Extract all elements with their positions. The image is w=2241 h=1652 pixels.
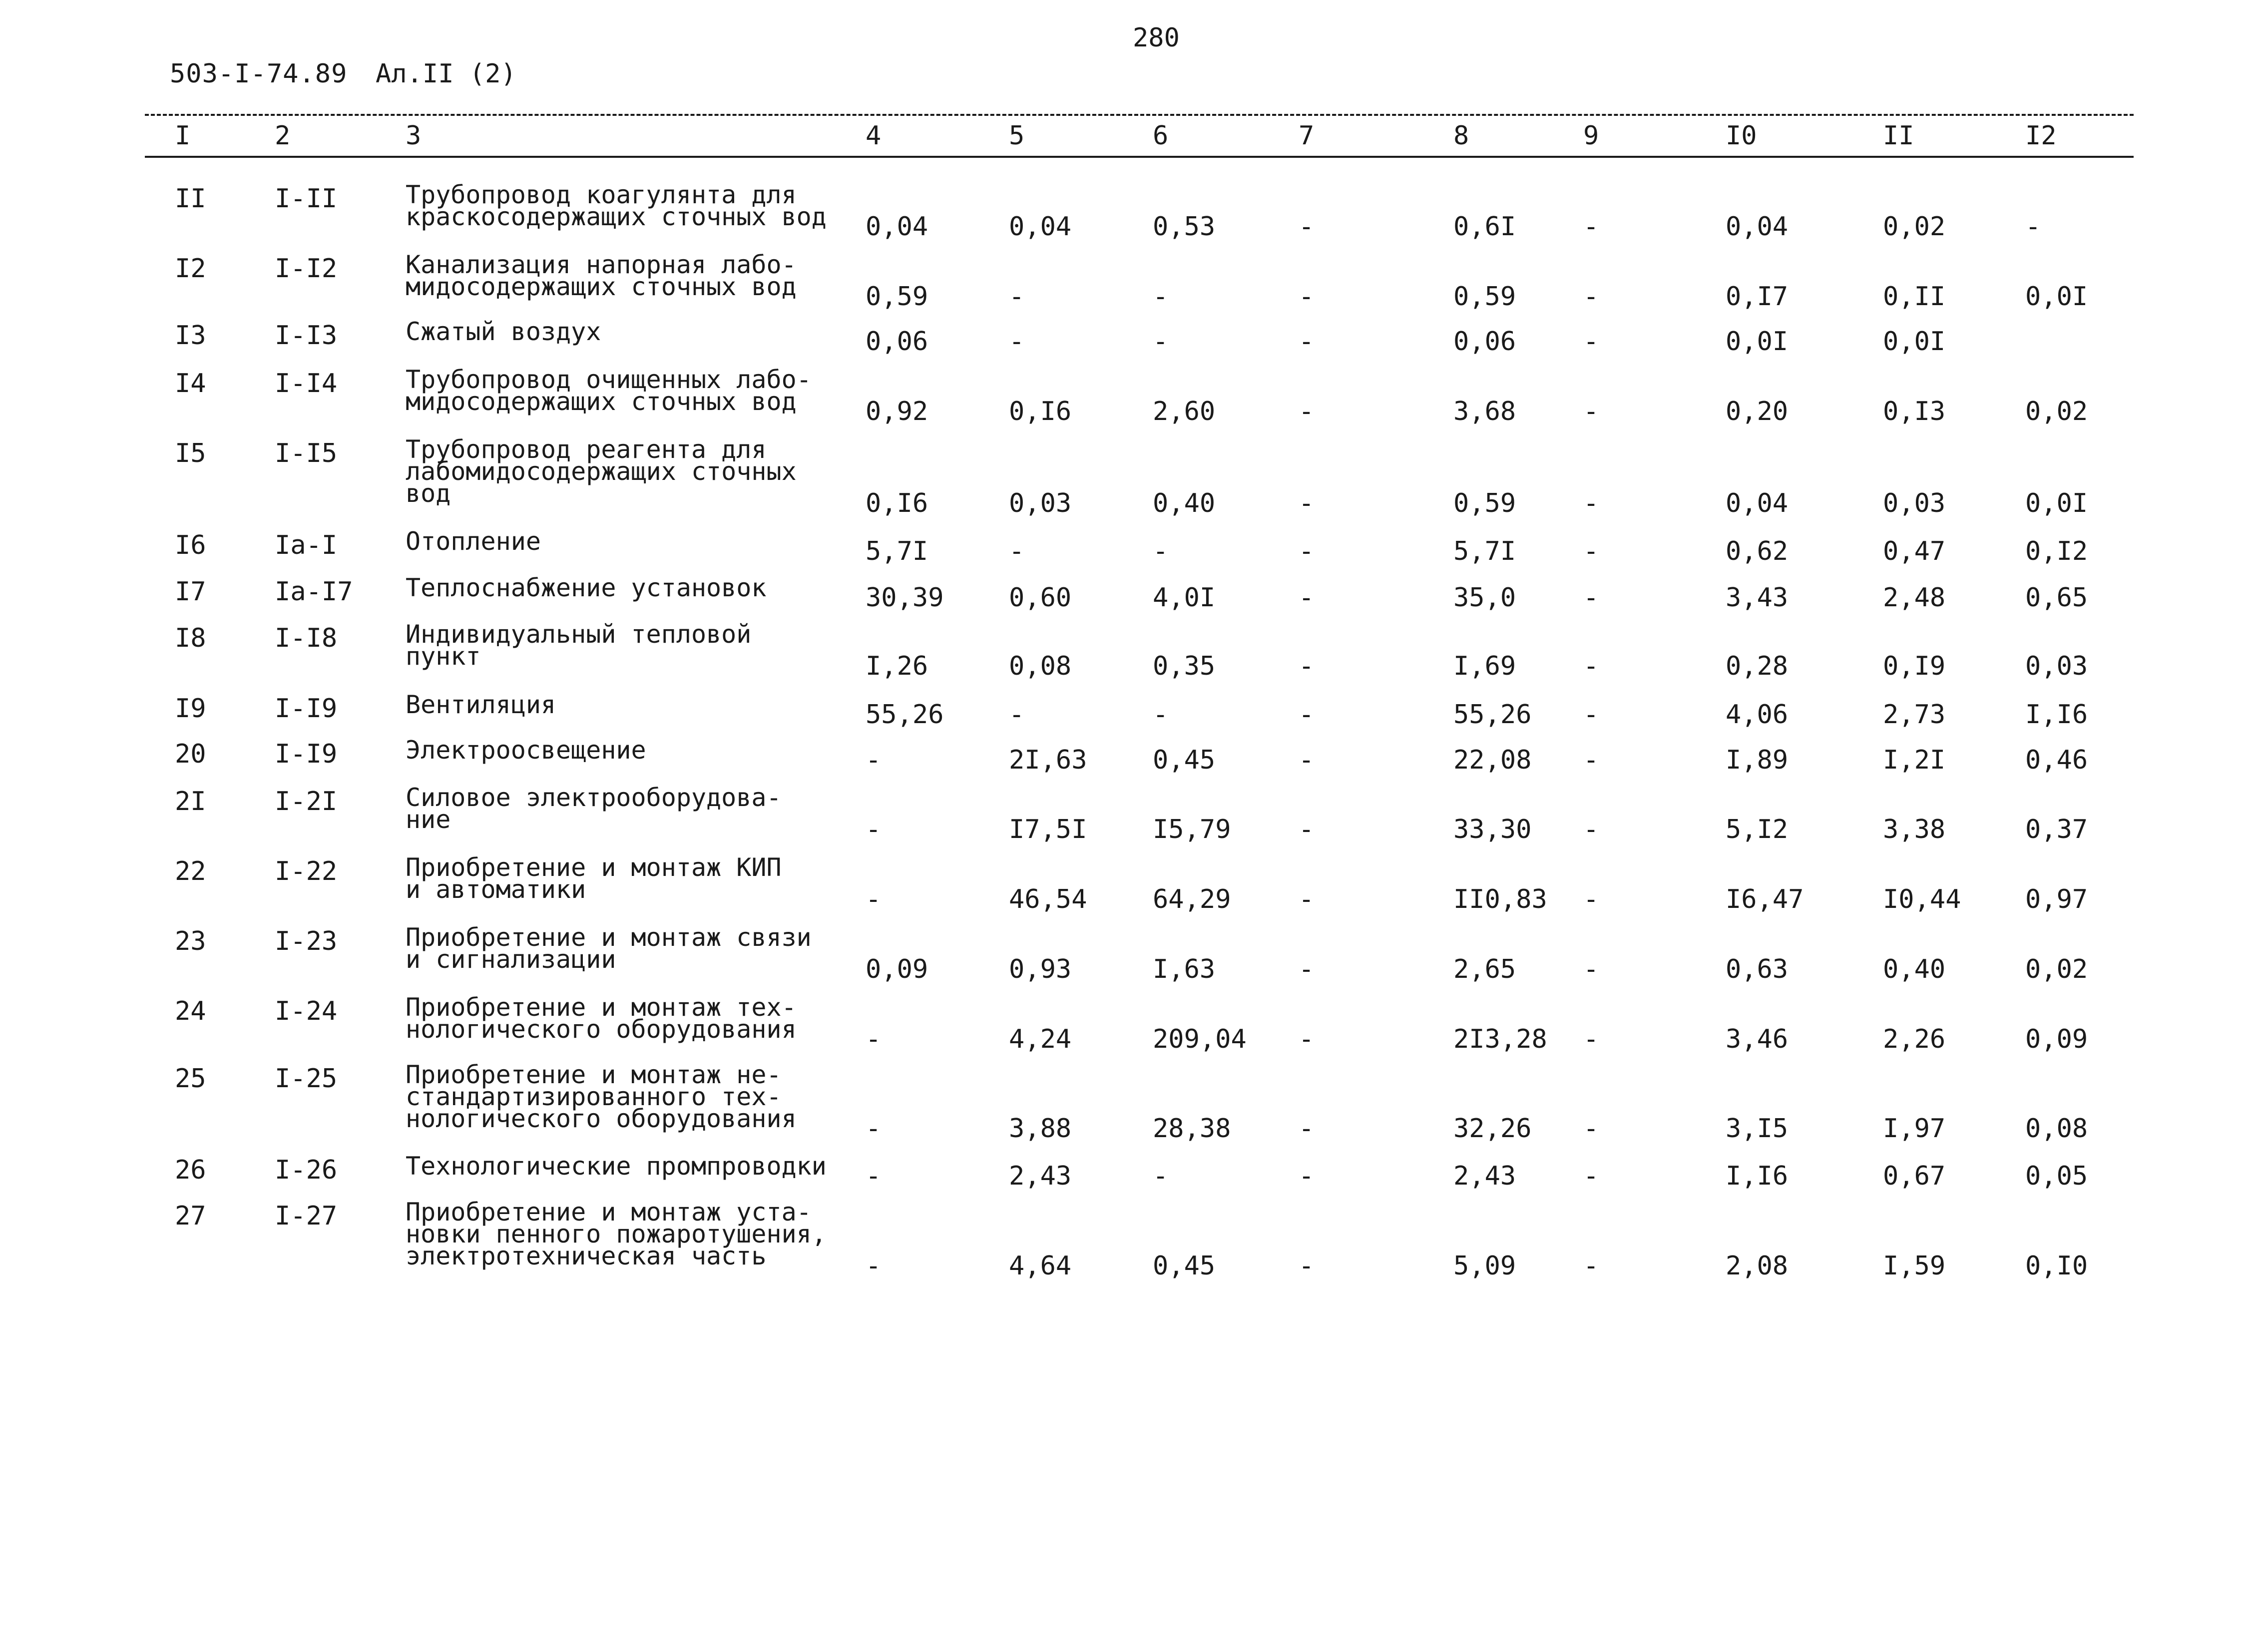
row-3-col-8: 0,06 bbox=[1453, 327, 1516, 357]
row-5-col-12: 0,0I bbox=[2025, 488, 2088, 518]
row-5-col-6: 0,40 bbox=[1153, 488, 1216, 518]
description-line: Сжатый воздух bbox=[406, 317, 601, 346]
row-7-col-9: - bbox=[1583, 583, 1599, 613]
row-15-col-8: 32,26 bbox=[1453, 1114, 1532, 1144]
row-15-col-4: - bbox=[866, 1114, 882, 1144]
row-12-col-9: - bbox=[1583, 884, 1599, 914]
row-7-col-1: I7 bbox=[175, 577, 206, 607]
row-4-col-9: - bbox=[1583, 397, 1599, 426]
row-15-col-1: 25 bbox=[175, 1064, 206, 1094]
row-1-col-1: II bbox=[175, 184, 206, 214]
row-6-col-9: - bbox=[1583, 536, 1599, 566]
row-10-col-11: I,2I bbox=[1883, 745, 1946, 775]
row-1-col-8: 0,6I bbox=[1453, 212, 1516, 242]
row-6-col-12: 0,I2 bbox=[2025, 536, 2088, 566]
row-10-col-12: 0,46 bbox=[2025, 745, 2088, 775]
row-14-col-7: - bbox=[1299, 1024, 1315, 1054]
row-8-col-7: - bbox=[1299, 651, 1315, 681]
row-1-col-9: - bbox=[1583, 212, 1599, 242]
column-header-12: I2 bbox=[2025, 121, 2057, 151]
row-8-description bbox=[406, 620, 752, 671]
row-16-col-6: - bbox=[1153, 1161, 1169, 1191]
row-14-col-8: 2I3,28 bbox=[1453, 1024, 1547, 1054]
row-9-col-7: - bbox=[1299, 700, 1315, 730]
row-13-col-5: 0,93 bbox=[1009, 954, 1072, 984]
row-6-col-1: I6 bbox=[175, 530, 206, 560]
row-11-col-8: 33,30 bbox=[1453, 815, 1532, 844]
row-15-col-6: 28,38 bbox=[1153, 1114, 1231, 1144]
row-12-col-8: II0,83 bbox=[1453, 884, 1547, 914]
row-9-col-5: - bbox=[1009, 700, 1025, 730]
row-14-description bbox=[406, 993, 797, 1044]
row-8-col-11: 0,I9 bbox=[1883, 651, 1946, 681]
row-12-col-2: I-22 bbox=[275, 856, 338, 886]
row-1-col-6: 0,53 bbox=[1153, 212, 1216, 242]
description-line: пункт bbox=[406, 642, 481, 671]
row-13-description bbox=[406, 923, 812, 974]
description-line: и автоматики bbox=[406, 875, 586, 904]
row-9-col-9: - bbox=[1583, 700, 1599, 730]
row-10-col-7: - bbox=[1299, 745, 1315, 775]
row-17-col-6: 0,45 bbox=[1153, 1251, 1216, 1281]
row-1-col-12: - bbox=[2025, 212, 2041, 242]
row-2-col-11: 0,II bbox=[1883, 282, 1946, 312]
row-6-col-8: 5,7I bbox=[1453, 536, 1516, 566]
description-line: и сигнализации bbox=[406, 945, 616, 974]
column-header-10: I0 bbox=[1726, 121, 1757, 151]
description-line: Трубопровод реагента для bbox=[406, 435, 767, 464]
description-line: стандартизированного тех- bbox=[406, 1082, 782, 1111]
description-line: Приобретение и монтаж КИП bbox=[406, 853, 782, 882]
row-13-col-7: - bbox=[1299, 954, 1315, 984]
row-12-col-5: 46,54 bbox=[1009, 884, 1087, 914]
row-11-col-6: I5,79 bbox=[1153, 815, 1231, 844]
row-14-col-12: 0,09 bbox=[2025, 1024, 2088, 1054]
row-4-col-6: 2,60 bbox=[1153, 397, 1216, 426]
row-5-col-10: 0,04 bbox=[1726, 488, 1789, 518]
row-4-col-7: - bbox=[1299, 397, 1315, 426]
row-9-description bbox=[406, 690, 556, 719]
description-line: мидосодержащих сточных вод bbox=[406, 272, 797, 301]
row-17-description bbox=[406, 1198, 827, 1270]
row-4-col-11: 0,I3 bbox=[1883, 397, 1946, 426]
description-line: нологического оборудования bbox=[406, 1104, 797, 1133]
row-11-description bbox=[406, 783, 782, 834]
row-13-col-8: 2,65 bbox=[1453, 954, 1516, 984]
row-5-col-5: 0,03 bbox=[1009, 488, 1072, 518]
row-6-col-11: 0,47 bbox=[1883, 536, 1946, 566]
row-17-col-2: I-27 bbox=[275, 1201, 338, 1231]
description-line: Приобретение и монтаж не- bbox=[406, 1060, 782, 1089]
row-9-col-12: I,I6 bbox=[2025, 700, 2088, 730]
row-6-description bbox=[406, 527, 541, 556]
description-line: Индивидуальный тепловой bbox=[406, 620, 752, 649]
description-line: Трубопровод коагулянта для bbox=[406, 180, 797, 209]
row-8-col-10: 0,28 bbox=[1726, 651, 1789, 681]
row-13-col-6: I,63 bbox=[1153, 954, 1216, 984]
column-header-4: 4 bbox=[866, 121, 882, 151]
row-2-description bbox=[406, 250, 797, 301]
row-10-col-2: I-I9 bbox=[275, 739, 338, 769]
table-header-rule bbox=[145, 156, 2134, 158]
row-5-col-7: - bbox=[1299, 488, 1315, 518]
row-3-col-10: 0,0I bbox=[1726, 327, 1789, 357]
row-2-col-9: - bbox=[1583, 282, 1599, 312]
table-top-rule bbox=[145, 114, 2134, 116]
row-7-col-12: 0,65 bbox=[2025, 583, 2088, 613]
row-6-col-5: - bbox=[1009, 536, 1025, 566]
row-10-col-9: - bbox=[1583, 745, 1599, 775]
row-4-col-8: 3,68 bbox=[1453, 397, 1516, 426]
row-11-col-5: I7,5I bbox=[1009, 815, 1087, 844]
row-4-col-2: I-I4 bbox=[275, 369, 338, 399]
row-11-col-1: 2I bbox=[175, 787, 206, 817]
row-8-col-4: I,26 bbox=[866, 651, 928, 681]
row-7-col-10: 3,43 bbox=[1726, 583, 1789, 613]
row-13-col-2: I-23 bbox=[275, 926, 338, 956]
row-4-col-12: 0,02 bbox=[2025, 397, 2088, 426]
row-15-col-11: I,97 bbox=[1883, 1114, 1946, 1144]
row-11-col-10: 5,I2 bbox=[1726, 815, 1789, 844]
row-12-col-12: 0,97 bbox=[2025, 884, 2088, 914]
row-14-col-4: - bbox=[866, 1024, 882, 1054]
row-13-col-12: 0,02 bbox=[2025, 954, 2088, 984]
row-4-description bbox=[406, 365, 812, 416]
row-2-col-6: - bbox=[1153, 282, 1169, 312]
row-8-col-9: - bbox=[1583, 651, 1599, 681]
row-8-col-8: I,69 bbox=[1453, 651, 1516, 681]
page-number: 280 bbox=[1133, 23, 1180, 53]
description-line: вод bbox=[406, 479, 451, 508]
row-7-col-6: 4,0I bbox=[1153, 583, 1216, 613]
row-16-col-7: - bbox=[1299, 1161, 1315, 1191]
row-9-col-4: 55,26 bbox=[866, 700, 944, 730]
row-11-col-11: 3,38 bbox=[1883, 815, 1946, 844]
row-7-col-11: 2,48 bbox=[1883, 583, 1946, 613]
row-10-col-1: 20 bbox=[175, 739, 206, 769]
row-11-col-12: 0,37 bbox=[2025, 815, 2088, 844]
row-9-col-6: - bbox=[1153, 700, 1169, 730]
row-7-col-2: Iа-I7 bbox=[275, 577, 353, 607]
column-header-6: 6 bbox=[1153, 121, 1169, 151]
row-3-col-11: 0,0I bbox=[1883, 327, 1946, 357]
row-12-col-4: - bbox=[866, 884, 882, 914]
row-17-col-5: 4,64 bbox=[1009, 1251, 1072, 1281]
row-1-col-7: - bbox=[1299, 212, 1315, 242]
column-header-9: 9 bbox=[1583, 121, 1599, 151]
row-15-col-2: I-25 bbox=[275, 1064, 338, 1094]
row-16-description bbox=[406, 1152, 827, 1181]
row-2-col-2: I-I2 bbox=[275, 254, 338, 284]
row-13-col-4: 0,09 bbox=[866, 954, 928, 984]
row-2-col-7: - bbox=[1299, 282, 1315, 312]
row-6-col-6: - bbox=[1153, 536, 1169, 566]
row-11-col-9: - bbox=[1583, 815, 1599, 844]
row-4-col-10: 0,20 bbox=[1726, 397, 1789, 426]
row-11-col-2: I-2I bbox=[275, 787, 338, 817]
description-line: Технологические промпроводки bbox=[406, 1152, 827, 1181]
row-5-description bbox=[406, 435, 797, 508]
row-7-description bbox=[406, 573, 767, 602]
row-15-col-12: 0,08 bbox=[2025, 1114, 2088, 1144]
row-7-col-5: 0,60 bbox=[1009, 583, 1072, 613]
description-line: Трубопровод очищенных лабо- bbox=[406, 365, 812, 394]
row-12-description bbox=[406, 853, 782, 904]
row-5-col-1: I5 bbox=[175, 438, 206, 468]
row-15-col-9: - bbox=[1583, 1114, 1599, 1144]
row-16-col-4: - bbox=[866, 1161, 882, 1191]
column-header-11: II bbox=[1883, 121, 1914, 151]
row-17-col-4: - bbox=[866, 1251, 882, 1281]
sheet-reference: Ал.II (2) bbox=[376, 59, 516, 89]
row-13-col-11: 0,40 bbox=[1883, 954, 1946, 984]
row-10-description bbox=[406, 736, 646, 765]
row-2-col-10: 0,I7 bbox=[1726, 282, 1789, 312]
row-17-col-1: 27 bbox=[175, 1201, 206, 1231]
row-3-col-4: 0,06 bbox=[866, 327, 928, 357]
row-8-col-1: I8 bbox=[175, 623, 206, 653]
row-16-col-2: I-26 bbox=[275, 1155, 338, 1185]
column-header-2: 2 bbox=[275, 121, 291, 151]
row-2-col-4: 0,59 bbox=[866, 282, 928, 312]
column-header-5: 5 bbox=[1009, 121, 1025, 151]
row-7-col-7: - bbox=[1299, 583, 1315, 613]
row-3-col-6: - bbox=[1153, 327, 1169, 357]
row-3-col-7: - bbox=[1299, 327, 1315, 357]
row-14-col-9: - bbox=[1583, 1024, 1599, 1054]
row-1-description bbox=[406, 180, 827, 231]
row-13-col-9: - bbox=[1583, 954, 1599, 984]
description-line: Канализация напорная лабо- bbox=[406, 250, 797, 279]
row-17-col-8: 5,09 bbox=[1453, 1251, 1516, 1281]
document-code: 503-I-74.89 bbox=[170, 59, 348, 89]
description-line: Электроосвещение bbox=[406, 736, 646, 765]
row-11-col-4: - bbox=[866, 815, 882, 844]
row-9-col-11: 2,73 bbox=[1883, 700, 1946, 730]
description-line: Теплоснабжение установок bbox=[406, 573, 767, 602]
row-4-col-4: 0,92 bbox=[866, 397, 928, 426]
column-header-8: 8 bbox=[1453, 121, 1469, 151]
row-1-col-2: I-II bbox=[275, 184, 338, 214]
description-line: краскосодержащих сточных вод bbox=[406, 202, 827, 231]
row-16-col-9: - bbox=[1583, 1161, 1599, 1191]
row-6-col-4: 5,7I bbox=[866, 536, 928, 566]
row-10-col-10: I,89 bbox=[1726, 745, 1789, 775]
row-14-col-1: 24 bbox=[175, 996, 206, 1026]
row-2-col-8: 0,59 bbox=[1453, 282, 1516, 312]
row-16-col-8: 2,43 bbox=[1453, 1161, 1516, 1191]
row-17-col-12: 0,I0 bbox=[2025, 1251, 2088, 1281]
row-15-col-7: - bbox=[1299, 1114, 1315, 1144]
row-15-col-5: 3,88 bbox=[1009, 1114, 1072, 1144]
description-line: новки пенного пожаротушения, bbox=[406, 1220, 827, 1248]
row-1-col-10: 0,04 bbox=[1726, 212, 1789, 242]
row-12-col-11: I0,44 bbox=[1883, 884, 1961, 914]
row-10-col-6: 0,45 bbox=[1153, 745, 1216, 775]
row-9-col-10: 4,06 bbox=[1726, 700, 1789, 730]
description-line: Приобретение и монтаж связи bbox=[406, 923, 812, 952]
row-3-col-1: I3 bbox=[175, 321, 206, 351]
description-line: электротехническая часть bbox=[406, 1241, 767, 1270]
row-5-col-8: 0,59 bbox=[1453, 488, 1516, 518]
row-12-col-7: - bbox=[1299, 884, 1315, 914]
row-2-col-5: - bbox=[1009, 282, 1025, 312]
column-header-1: I bbox=[175, 121, 191, 151]
row-15-col-10: 3,I5 bbox=[1726, 1114, 1789, 1144]
column-header-7: 7 bbox=[1299, 121, 1315, 151]
row-17-col-9: - bbox=[1583, 1251, 1599, 1281]
row-7-col-8: 35,0 bbox=[1453, 583, 1516, 613]
description-line: ние bbox=[406, 805, 451, 834]
row-3-col-9: - bbox=[1583, 327, 1599, 357]
row-4-col-1: I4 bbox=[175, 369, 206, 399]
description-line: Приобретение и монтаж тех- bbox=[406, 993, 797, 1022]
row-16-col-11: 0,67 bbox=[1883, 1161, 1946, 1191]
description-line: Силовое электрооборудова- bbox=[406, 783, 782, 812]
row-13-col-10: 0,63 bbox=[1726, 954, 1789, 984]
row-9-col-1: I9 bbox=[175, 694, 206, 724]
description-line: лабомидосодержащих сточных bbox=[406, 457, 797, 486]
row-12-col-1: 22 bbox=[175, 856, 206, 886]
row-1-col-4: 0,04 bbox=[866, 212, 928, 242]
row-5-col-11: 0,03 bbox=[1883, 488, 1946, 518]
row-3-col-2: I-I3 bbox=[275, 321, 338, 351]
row-8-col-12: 0,03 bbox=[2025, 651, 2088, 681]
row-6-col-7: - bbox=[1299, 536, 1315, 566]
row-5-col-4: 0,I6 bbox=[866, 488, 928, 518]
description-line: нологического оборудования bbox=[406, 1015, 797, 1044]
row-8-col-5: 0,08 bbox=[1009, 651, 1072, 681]
row-16-col-5: 2,43 bbox=[1009, 1161, 1072, 1191]
row-6-col-10: 0,62 bbox=[1726, 536, 1789, 566]
row-17-col-10: 2,08 bbox=[1726, 1251, 1789, 1281]
row-7-col-4: 30,39 bbox=[866, 583, 944, 613]
row-13-col-1: 23 bbox=[175, 926, 206, 956]
row-14-col-10: 3,46 bbox=[1726, 1024, 1789, 1054]
row-3-col-5: - bbox=[1009, 327, 1025, 357]
row-8-col-2: I-I8 bbox=[275, 623, 338, 653]
row-2-col-1: I2 bbox=[175, 254, 206, 284]
row-8-col-6: 0,35 bbox=[1153, 651, 1216, 681]
row-4-col-5: 0,I6 bbox=[1009, 397, 1072, 426]
row-16-col-1: 26 bbox=[175, 1155, 206, 1185]
description-line: Приобретение и монтаж уста- bbox=[406, 1198, 812, 1227]
row-9-col-2: I-I9 bbox=[275, 694, 338, 724]
description-line: Вентиляция bbox=[406, 690, 556, 719]
column-header-3: 3 bbox=[406, 121, 422, 151]
row-10-col-8: 22,08 bbox=[1453, 745, 1532, 775]
row-14-col-5: 4,24 bbox=[1009, 1024, 1072, 1054]
row-14-col-6: 209,04 bbox=[1153, 1024, 1247, 1054]
row-10-col-4: - bbox=[866, 745, 882, 775]
row-16-col-12: 0,05 bbox=[2025, 1161, 2088, 1191]
row-9-col-8: 55,26 bbox=[1453, 700, 1532, 730]
row-2-col-12: 0,0I bbox=[2025, 282, 2088, 312]
row-10-col-5: 2I,63 bbox=[1009, 745, 1087, 775]
description-line: Отопление bbox=[406, 527, 541, 556]
row-16-col-10: I,I6 bbox=[1726, 1161, 1789, 1191]
row-5-col-9: - bbox=[1583, 488, 1599, 518]
row-15-description bbox=[406, 1060, 797, 1133]
description-line: мидосодержащих сточных вод bbox=[406, 387, 797, 416]
row-12-col-6: 64,29 bbox=[1153, 884, 1231, 914]
row-6-col-2: Iа-I bbox=[275, 530, 338, 560]
row-1-col-5: 0,04 bbox=[1009, 212, 1072, 242]
row-1-col-11: 0,02 bbox=[1883, 212, 1946, 242]
row-14-col-11: 2,26 bbox=[1883, 1024, 1946, 1054]
row-3-description bbox=[406, 317, 601, 346]
row-12-col-10: I6,47 bbox=[1726, 884, 1804, 914]
row-14-col-2: I-24 bbox=[275, 996, 338, 1026]
row-17-col-11: I,59 bbox=[1883, 1251, 1946, 1281]
row-11-col-7: - bbox=[1299, 815, 1315, 844]
row-5-col-2: I-I5 bbox=[275, 438, 338, 468]
row-17-col-7: - bbox=[1299, 1251, 1315, 1281]
